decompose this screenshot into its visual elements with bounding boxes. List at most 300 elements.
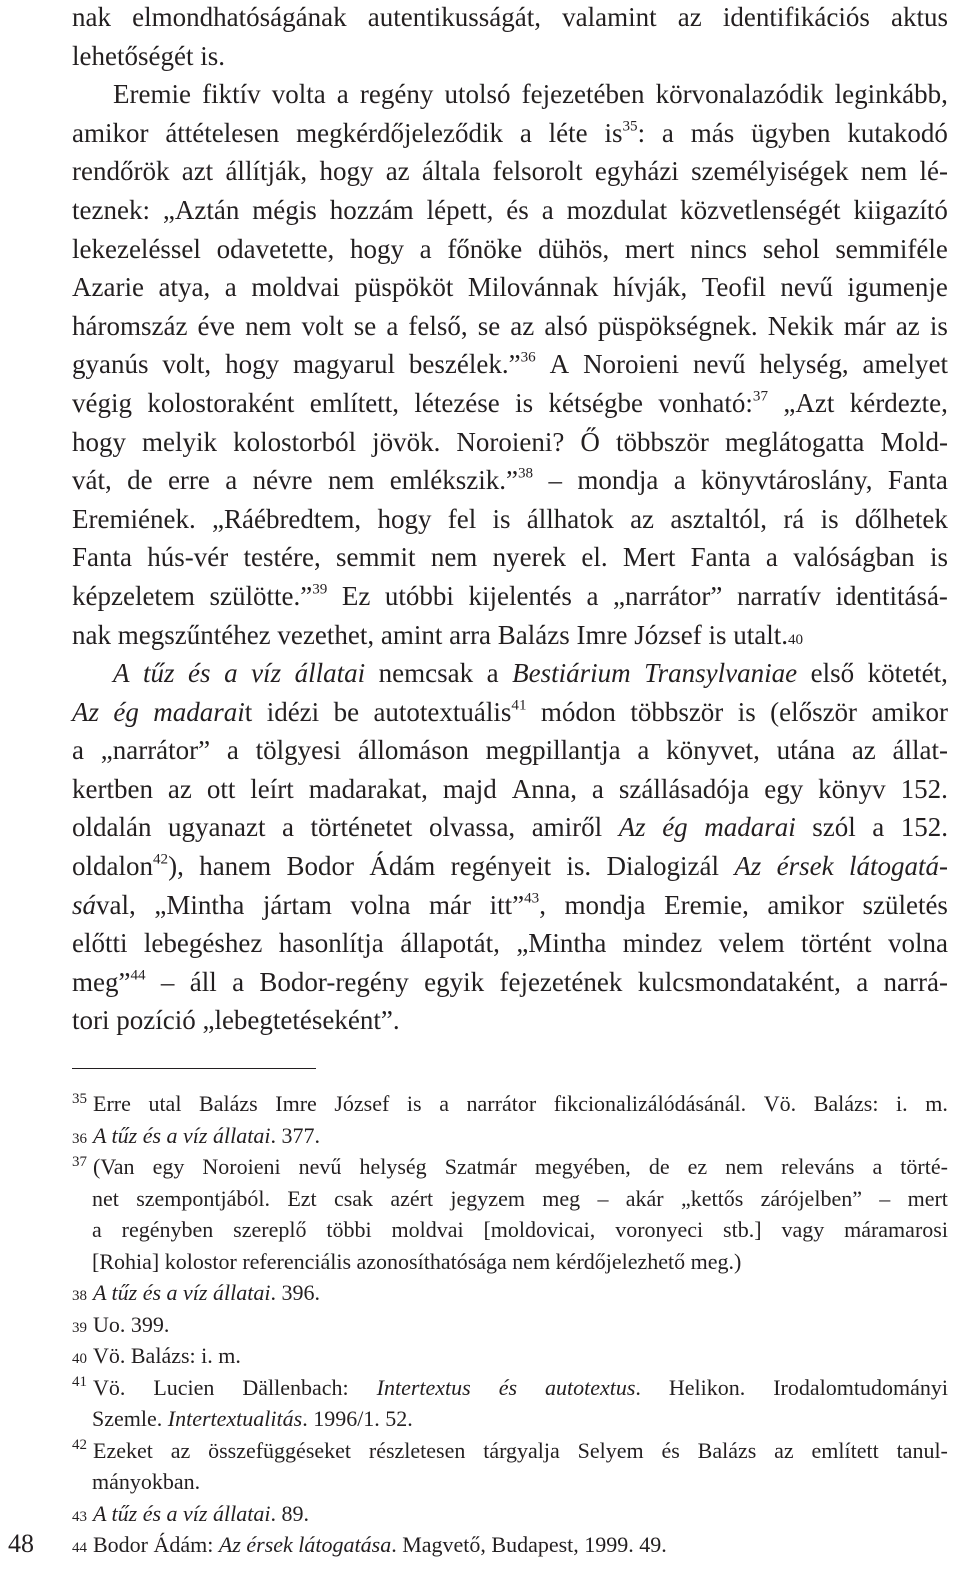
text-run: az: [774, 1437, 794, 1463]
text-run: Noroieni?: [456, 426, 565, 457]
text-run: rendőrök: [72, 156, 170, 187]
text-run: megyében,: [534, 1154, 631, 1179]
word: [202, 1151, 280, 1183]
word: [768, 307, 834, 346]
word: [225, 152, 307, 191]
word: [801, 924, 871, 963]
text-run: a: [232, 966, 245, 997]
text-run: Bodor Ádám:: [93, 1532, 219, 1557]
body-line: [72, 75, 948, 114]
text-run: már: [843, 310, 886, 341]
word: [153, 693, 252, 732]
text-run: első: [810, 658, 855, 689]
word: [493, 500, 511, 539]
text-run: :: [637, 117, 646, 148]
text-run: mozdulat: [566, 194, 668, 225]
text-run: az: [630, 503, 655, 534]
word: [872, 1151, 882, 1183]
word: [72, 886, 136, 925]
footnote-number: 35: [72, 1090, 87, 1107]
italic-title: A tűz és a víz állatai: [93, 1500, 271, 1526]
text-run: lé-: [919, 156, 948, 187]
word: [535, 1151, 631, 1183]
word: [227, 731, 239, 770]
text-run: megpillantja: [485, 735, 621, 766]
footnote-reference: 38: [518, 465, 534, 482]
word: [445, 1151, 517, 1183]
footnote-line: [72, 1183, 948, 1215]
word: [702, 268, 766, 307]
word: [853, 191, 947, 230]
text-run: a: [72, 735, 84, 766]
text-run: Fanta: [887, 465, 948, 496]
text-run: áttételesen: [165, 117, 280, 148]
text-run: hús-vér: [147, 542, 229, 573]
body-line: [72, 37, 948, 76]
body-line: nak megszűntéhez vezethet, amint arra Balázs Imre József is utalt. 40: [72, 616, 948, 655]
text-run: fikcionalizálódásánál.: [553, 1091, 747, 1116]
word: [259, 963, 408, 1002]
text-run: vagy: [781, 1217, 825, 1242]
word: [72, 808, 151, 847]
word: [868, 654, 948, 693]
word: [451, 847, 551, 886]
text-run: Uo. 399.: [93, 1311, 170, 1337]
text-run: semmit: [336, 542, 416, 573]
word: [162, 345, 211, 384]
footnote-line: [72, 1246, 948, 1278]
italic-title: Az: [72, 696, 99, 727]
word: [142, 423, 217, 462]
text-run: helység,: [759, 349, 849, 380]
text-run: Balázs:: [813, 1091, 879, 1116]
text-run: releváns: [781, 1154, 855, 1179]
text-run: a: [486, 658, 499, 689]
word: [282, 808, 294, 847]
footnote-line: [72, 1214, 948, 1246]
word: [541, 693, 616, 732]
word: [334, 1183, 373, 1215]
text-run: Ő: [580, 426, 600, 457]
word: [487, 654, 499, 693]
text-run: ,: [539, 889, 546, 920]
text-run: . 1996/1. 52.: [302, 1406, 413, 1431]
word: [879, 1183, 890, 1215]
text-run: Ádám: [369, 851, 436, 882]
text-run: volt: [301, 310, 344, 341]
text-run: be: [333, 696, 360, 727]
word: [272, 75, 326, 114]
word: [295, 654, 366, 693]
text-run: amelyet: [862, 349, 948, 380]
text-run: Szatmár: [444, 1154, 517, 1179]
text-run: kijelentés: [468, 580, 572, 611]
text-run: nevű: [692, 349, 746, 380]
word: [723, 0, 870, 37]
word: [202, 75, 261, 114]
text-run: szállásadója: [618, 773, 750, 804]
text-run: a: [281, 812, 294, 843]
text-run: a: [765, 542, 778, 573]
word: [113, 654, 130, 693]
text-run: tori pozíció „lebegtetéseként”.: [72, 1005, 400, 1036]
text-run: említett,: [309, 387, 399, 418]
word: [72, 1435, 153, 1467]
word: [901, 770, 948, 809]
word: [369, 847, 435, 886]
text-run: részletesen: [368, 1437, 466, 1463]
text-run: Balázs: [199, 1091, 258, 1116]
italic-title: Intertextus: [376, 1374, 471, 1400]
word: [777, 731, 835, 770]
word: [72, 538, 132, 577]
word: [888, 924, 948, 963]
word: [360, 75, 433, 114]
word: [328, 461, 375, 500]
text-run: regényben: [121, 1217, 214, 1242]
word: [597, 1183, 608, 1215]
text-run: meg”: [72, 966, 131, 997]
word: [92, 1214, 102, 1246]
italic-title: érsek: [776, 851, 834, 882]
word: [217, 230, 335, 269]
word: [302, 307, 344, 346]
word: [113, 75, 191, 114]
word: [72, 1151, 135, 1183]
italic-title: Transylvaniae: [644, 658, 798, 689]
word: [250, 770, 293, 809]
text-run: identifikációs: [722, 2, 870, 32]
text-run: kétségbe: [548, 387, 644, 418]
word: [444, 75, 510, 114]
text-run: de: [127, 465, 153, 496]
text-run: hogy: [377, 503, 432, 534]
word: [774, 1435, 794, 1467]
word: [188, 654, 211, 693]
word: [767, 886, 843, 925]
word: [615, 1214, 703, 1246]
text-run: Vö.: [763, 1091, 797, 1116]
word: [251, 654, 281, 693]
word: [499, 963, 622, 1002]
text-run: moldvai: [391, 1217, 464, 1242]
text-run: is: [929, 542, 948, 573]
word: [225, 345, 279, 384]
text-run: utána: [776, 735, 836, 766]
text-run: a: [673, 465, 686, 496]
text-run: valóságban: [793, 542, 915, 573]
word: [72, 345, 149, 384]
text-run: az: [895, 310, 920, 341]
word: [163, 191, 239, 230]
text-run: mondja: [577, 465, 659, 496]
footnote-reference: 39: [312, 581, 328, 598]
text-run: idézi: [266, 696, 320, 727]
word: [581, 538, 607, 577]
text-run: meglátogatta: [724, 426, 865, 457]
word: [256, 731, 342, 770]
text-run: utóbbi: [384, 580, 454, 611]
text-run: a: [541, 194, 554, 225]
text-run: máramarosi: [844, 1217, 948, 1242]
word: [447, 230, 522, 269]
text-run: „narrátor”: [613, 580, 723, 611]
text-run: a: [661, 117, 674, 148]
word: [626, 1183, 664, 1215]
text-run: az: [510, 310, 535, 341]
text-run: . 396.: [270, 1280, 320, 1305]
text-run: a: [591, 773, 604, 804]
text-run: egy: [152, 1154, 185, 1179]
text-run: ügyben: [751, 117, 831, 148]
word: [544, 307, 588, 346]
word: [680, 191, 840, 230]
text-run: oldalán: [72, 812, 152, 843]
text-run: fejezetében: [521, 79, 645, 110]
italic-title: és: [188, 658, 211, 689]
text-run: csak: [333, 1185, 374, 1211]
word: [598, 307, 758, 346]
word: [486, 731, 621, 770]
text-run: .: [635, 1374, 641, 1400]
word: [373, 693, 526, 732]
text-run: olvassa,: [428, 812, 516, 843]
text-run: oldalon: [72, 851, 153, 882]
word: [619, 808, 646, 847]
word: [674, 461, 686, 500]
word: [429, 808, 515, 847]
text-run: is: [492, 503, 511, 534]
text-run: jegyzem: [450, 1185, 525, 1211]
word: [693, 345, 745, 384]
italic-title: tűz: [143, 658, 175, 689]
body-line: [72, 307, 948, 346]
text-run: itt”: [489, 889, 525, 920]
word: [72, 268, 144, 307]
body-line: [72, 693, 948, 732]
text-run: [moldovicai,: [483, 1217, 596, 1242]
word: [408, 307, 467, 346]
text-run: ez: [687, 1154, 708, 1179]
word: [253, 461, 313, 500]
text-run: Fanta: [72, 542, 132, 573]
text-run: egyik: [424, 966, 485, 997]
text-run: lehetőségét is.: [72, 40, 225, 71]
text-run: autentikusságát,: [367, 2, 541, 32]
text-run: közvetlenségét: [680, 194, 841, 225]
text-run: aktus: [891, 2, 948, 32]
text-run: A: [549, 349, 570, 380]
word: [613, 268, 687, 307]
word: [725, 423, 864, 462]
text-run: Helikon.: [668, 1374, 746, 1400]
word: [168, 770, 192, 809]
text-run: szülötte.”: [209, 580, 313, 611]
footnote-reference: 41: [511, 697, 527, 714]
text-run: kérdezte,: [849, 387, 948, 418]
word: [319, 152, 373, 191]
footnote-reference: 35: [622, 118, 638, 135]
word: [656, 75, 824, 114]
text-run: Ezeket: [93, 1437, 153, 1463]
text-run: Fanta: [690, 542, 751, 573]
word: [147, 384, 294, 423]
text-run: zárójelben”: [760, 1185, 862, 1211]
word: [595, 152, 679, 191]
word: [607, 847, 719, 886]
word: [153, 1151, 185, 1183]
word: [793, 538, 914, 577]
word: [897, 1435, 948, 1467]
text-run: a: [92, 1217, 102, 1242]
text-run: Bodor-regény: [259, 966, 409, 997]
word: [855, 500, 948, 539]
body-line: [72, 191, 948, 230]
word: [127, 461, 152, 500]
text-run: Ez: [341, 580, 371, 611]
text-run: voronyeci: [615, 1217, 704, 1242]
body-line: [72, 345, 948, 384]
text-run: szól: [812, 812, 856, 843]
italic-title: Intertextualitás: [167, 1406, 303, 1431]
text-run: mindez: [622, 928, 703, 959]
word: [520, 114, 532, 153]
word: [548, 461, 562, 500]
body-line: [72, 770, 948, 809]
word: [781, 1214, 824, 1246]
text-run: állomáson: [357, 735, 469, 766]
text-run: madarakat,: [308, 773, 428, 804]
text-run: „Azt: [783, 387, 835, 418]
word: [101, 731, 210, 770]
text-run: többször: [615, 426, 709, 457]
text-run: az: [385, 156, 410, 187]
text-run: előtti: [72, 928, 128, 959]
text-run: Imre: [275, 1091, 317, 1116]
body-line: [72, 114, 948, 153]
word: [884, 963, 948, 1002]
text-run: amikor: [72, 117, 149, 148]
text-run: szempontjából.: [136, 1185, 271, 1211]
text-run: egyházi: [594, 156, 679, 187]
word: [159, 268, 211, 307]
word: [296, 114, 503, 153]
text-run: volna: [350, 889, 411, 920]
word: [550, 345, 570, 384]
word: [113, 693, 138, 732]
text-run: könyv: [818, 773, 886, 804]
word: [224, 654, 238, 693]
text-run: áll: [189, 966, 217, 997]
word: [407, 1088, 422, 1120]
word: [144, 924, 262, 963]
word: [698, 1435, 757, 1467]
word: [92, 1183, 119, 1215]
text-run: Lucien: [153, 1374, 215, 1400]
italic-title: Az érsek látogatása: [218, 1532, 392, 1557]
italic-title: ég: [662, 812, 688, 843]
word: [770, 693, 857, 732]
text-run: rá: [783, 503, 805, 534]
text-run: mert: [624, 233, 675, 264]
text-run: Ezt: [287, 1185, 317, 1211]
word: [334, 693, 359, 732]
text-run: Dällenbach:: [242, 1374, 349, 1400]
text-run: tárgyalja: [483, 1437, 560, 1463]
text-run: főnöke: [447, 233, 523, 264]
word: [871, 693, 947, 732]
word: [583, 345, 679, 384]
text-run: ),: [168, 851, 184, 882]
word: [478, 307, 501, 346]
italic-title: A tűz és a víz állatai: [93, 1122, 271, 1148]
word: [499, 1372, 517, 1404]
word: [483, 1214, 595, 1246]
word: [522, 75, 645, 114]
body-line: [72, 0, 948, 37]
text-run: . Magvető, Budapest, 1999. 49.: [391, 1532, 667, 1557]
text-run: kolostorból: [233, 426, 357, 457]
text-run: törté-: [900, 1154, 948, 1179]
text-run: „narrátor”: [100, 735, 211, 766]
word: [72, 1088, 131, 1120]
text-run: a: [872, 1154, 883, 1179]
footnote-line: [72, 1403, 948, 1435]
footnote-line: 44 Bodor Ádám: Az érsek látogatása . Magvető, Budapest, 1999. 49.: [72, 1529, 948, 1561]
word: [207, 770, 236, 809]
text-run: el.: [581, 542, 608, 573]
text-run: gyanús: [72, 349, 149, 380]
word: [334, 1088, 389, 1120]
text-run: körvonalazódik: [655, 79, 824, 110]
word: [515, 384, 533, 423]
text-run: a: [224, 272, 237, 303]
text-run: is: [820, 503, 839, 534]
word: [336, 538, 416, 577]
text-run: a: [637, 735, 650, 766]
text-run: is: [406, 1091, 422, 1116]
text-run: melyik: [142, 426, 218, 457]
word: [279, 924, 384, 963]
text-run: a: [225, 465, 238, 496]
text-run: ugyanazt: [168, 812, 266, 843]
text-run: alsó: [544, 310, 588, 341]
italic-title: autotextus: [544, 1374, 636, 1400]
word: [275, 1088, 317, 1120]
word: [704, 808, 796, 847]
text-run: Eremie: [113, 79, 191, 110]
word: [391, 1214, 463, 1246]
text-run: tanul-: [896, 1437, 948, 1463]
footnote-reference: 43: [524, 890, 540, 907]
text-run: Azarie: [72, 272, 144, 303]
footnote-reference: 36: [520, 350, 536, 367]
word: [644, 654, 797, 693]
word: [377, 500, 431, 539]
word: [861, 152, 908, 191]
word: [901, 808, 948, 847]
word: [225, 461, 237, 500]
word: [148, 1088, 181, 1120]
text-run: fejezetének: [499, 966, 623, 997]
text-run: identitásá-: [835, 580, 948, 611]
word: [72, 963, 146, 1002]
word: [450, 1183, 525, 1215]
word: [161, 963, 175, 1002]
word: [701, 461, 872, 500]
footnote-line: [72, 1466, 948, 1498]
text-run: módon: [540, 696, 616, 727]
